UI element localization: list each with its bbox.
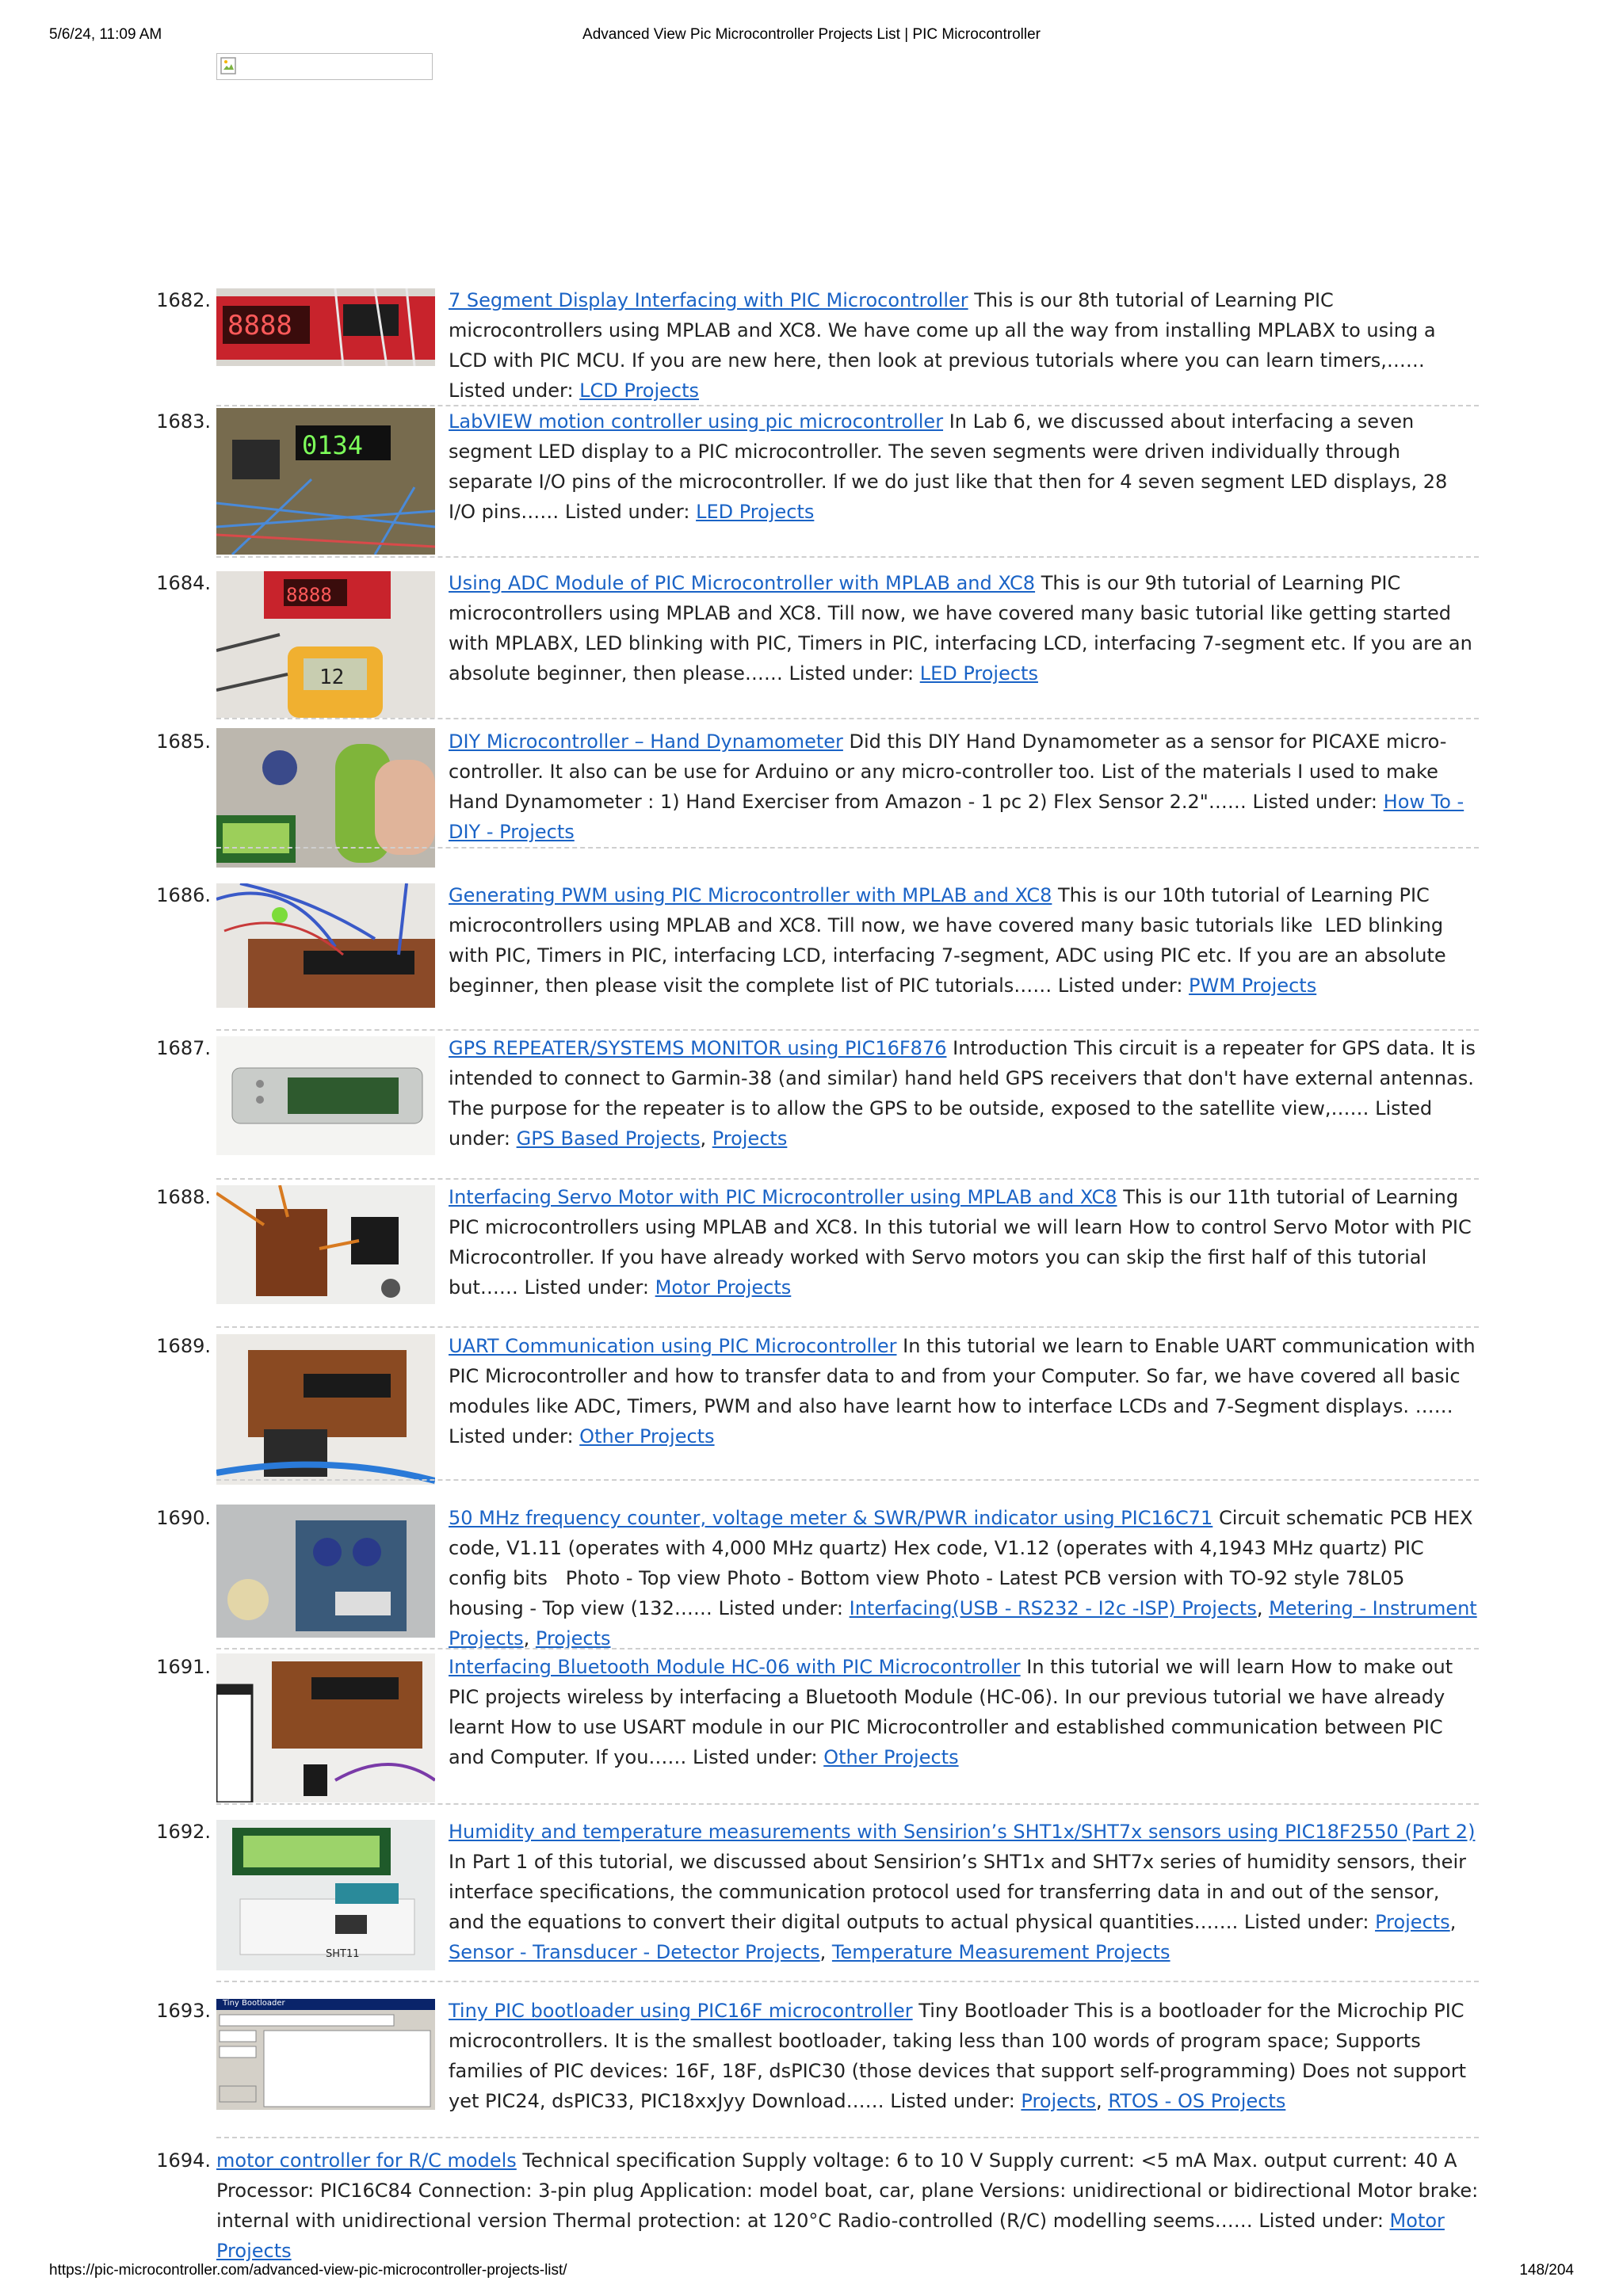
thumbnail-caption: SHT11 <box>326 1948 360 1960</box>
item-description: Did this DIY Hand Dynamometer as a sensor for PICAXE micro-controller. It also can be use for Arduino or any micro-controller too. List of the materials I used to make Hand Dynamometer : 1) Hand Exerciser from Amazon - 1 pc 2) Flex Sensor 2.2"…… Listed under: <box>449 730 1447 813</box>
category-link[interactable]: How To - DIY - Projects <box>449 791 1465 843</box>
project-thumbnail[interactable] <box>216 883 435 1008</box>
page-number: 148/204 <box>1519 2262 1574 2279</box>
project-thumbnail[interactable] <box>216 1999 435 2110</box>
separator <box>216 1648 1479 1650</box>
item-description: In Lab 6, we discussed about interfacing a seven segment LED display to a PIC microcontroller. The seven segments were driven individually through separate I/O pins of the microcontroller. If we do just like that then for 4 seven segment LED displays, 28 I/O pins…… Listed under: <box>449 410 1448 523</box>
item-number: 1683. <box>156 410 211 433</box>
project-link[interactable]: 50 MHz frequency counter, voltage meter & SWR/PWR indicator using PIC16C71 <box>449 1507 1213 1529</box>
item-number: 1692. <box>156 1821 211 1843</box>
item-number: 1686. <box>156 884 211 906</box>
svg-text:12: 12 <box>319 666 345 689</box>
item-description: This is our 8th tutorial of Learning PIC microcontrollers using MPLAB and XC8. We have come up all the way from installing MPLABX to using a LCD with PIC MCU. If you are new here, then look at previous tutorials where you can learn timers,…… Listed under: <box>449 289 1436 402</box>
separator <box>216 1178 1479 1180</box>
item-description: Technical specification Supply voltage: 6 to 10 V Supply current: <5 mA Max. output current: 40 A Processor: PIC16C84 Connection: 3-pin plug Application: model boat, car, plane Versions: unidirectional or bidirectional Motor brake: internal with unidirectional version Thermal protection: at 120°C Radio-controlled (R/C) modelling seems…… Listed under: <box>216 2149 1479 2232</box>
item-number: 1685. <box>156 730 211 753</box>
project-link[interactable]: UART Communication using PIC Microcontroller <box>449 1335 897 1357</box>
item-text: Humidity and temperature measurements with Sensirion’s SHT1x/SHT7x sensors using PIC18F2550 (Part 2) In Part 1 of this tutorial, we discussed about Sensirion’s SHT1x and SHT7x series of humidity sensors, their interface specifications, the communication protocol used for transferring data in and out of the sensor, and the equations to convert their digital outputs to actual physical quantities……. Listed under: Projects, Sensor - Transducer - Detector Projects, Temperature Measurement Projects <box>449 1821 1476 1963</box>
item-text <box>449 1182 1479 1302</box>
category-link[interactable]: LCD Projects <box>579 379 700 402</box>
item-number: 1684. <box>156 572 211 594</box>
item-description: This is our 10th tutorial of Learning PIC microcontrollers using MPLAB and XC8. Till now, we have covered many basic tutorials like LED blinking with PIC, Timers in PIC, interfacing LCD, interfacing 7-segment, ADC using PIC etc. If you are an absolute beginner, then please visit the complete list of PIC tutorials…… Listed under: <box>449 884 1446 997</box>
item-description: In this tutorial we will learn How to make out PIC projects wireless by interfacing a Bluetooth Module (HC-06). In our previous tutorial we have already learnt How to use USART module in our PIC Microcontroller and established communication between PIC and Computer. If you…… Listed under: <box>449 1656 1453 1768</box>
item-description: Tiny Bootloader This is a bootloader for the Microchip PIC microcontrollers. It is the smallest bootloader, taking less than 100 words of program space; Supports families of PIC devices: 16F, 18F, dsPIC30 (those devices that support self-programming) Does not support yet PIC24, dsPIC33, PIC18xxJyy Download…… Listed under: <box>449 2000 1467 2112</box>
item-description: In this tutorial we learn to Enable UART communication with PIC Microcontroller and how to transfer data to and from your Computer. So far, we have covered all basic modules like ADC, Timers, PWM and also have learnt how to interface LCDs and 7-Segment displays. …… Listed under: <box>449 1335 1476 1447</box>
item-number: 1691. <box>156 1656 211 1678</box>
item-description: This is our 11th tutorial of Learning PIC microcontrollers using MPLAB and XC8. In this tutorial we will learn How to control Servo Motor with PIC Microcontroller. If you have already worked with Servo motors you can skip the first half of this tutorial but…… Listed under: <box>449 1186 1472 1299</box>
category-link[interactable]: GPS Based Projects <box>516 1127 701 1150</box>
item-number: 1688. <box>156 1186 211 1208</box>
print-footer <box>49 2262 1574 2284</box>
category-link[interactable]: Metering - Instrument Projects <box>449 1597 1477 1650</box>
category-link[interactable]: Temperature Measurement Projects <box>831 1941 1170 1963</box>
separator <box>216 2137 1479 2138</box>
thumbnail-caption: Tiny Bootloader <box>223 1999 285 2008</box>
item-description: This is our 9th tutorial of Learning PIC microcontrollers using MPLAB and XC8. Till now, we have covered many basic tutorial like getting started with MPLABX, LED blinking with PIC, Timers in PIC, interfacing LCD, interfacing 7-segment etc. If you are an absolute beginner, then please…… Listed under: <box>449 572 1472 685</box>
separator <box>216 847 1479 849</box>
item-text: Tiny PIC bootloader using PIC16F microcontroller Tiny Bootloader This is a bootloader for the Microchip PIC microcontrollers. It is the smallest bootloader, taking less than 100 words of program space; Supports families of PIC devices: 16F, 18F, dsPIC30 (those devices that support self-programming) Does not support yet PIC24, dsPIC33, PIC18xxJyy Download…… Listed under: Projects, RTOS - OS Projects <box>449 2000 1467 2112</box>
project-thumbnail[interactable] <box>216 1505 435 1638</box>
item-text <box>216 2145 1479 2266</box>
category-link[interactable]: Motor Projects <box>655 1276 792 1299</box>
category-link[interactable]: LED Projects <box>919 662 1038 685</box>
project-thumbnail[interactable] <box>216 288 435 366</box>
item-text: GPS REPEATER/SYSTEMS MONITOR using PIC16F876 Introduction This circuit is a repeater for GPS data. It is intended to connect to Garmin-38 (and similar) hand held GPS receivers that don't have external antennas. The purpose for the repeater is to allow the GPS to be outside, exposed to the satellite view,…… Listed under: GPS Based Projects, Projects <box>449 1037 1476 1150</box>
separator <box>216 1981 1479 1982</box>
category-link[interactable]: Other Projects <box>579 1425 715 1447</box>
item-text <box>449 568 1479 688</box>
project-link[interactable]: Using ADC Module of PIC Microcontroller with MPLAB and XC8 <box>449 572 1036 594</box>
project-link[interactable]: LabVIEW motion controller using pic microcontroller <box>449 410 944 433</box>
item-number: 1693. <box>156 2000 211 2022</box>
project-thumbnail[interactable] <box>216 1185 435 1304</box>
category-link[interactable]: Projects <box>1375 1911 1450 1933</box>
item-text <box>449 406 1479 527</box>
project-thumbnail[interactable] <box>216 408 435 555</box>
category-link[interactable]: Other Projects <box>823 1746 959 1768</box>
project-link[interactable]: Generating PWM using PIC Microcontroller with MPLAB and XC8 <box>449 884 1052 906</box>
project-link[interactable]: GPS REPEATER/SYSTEMS MONITOR using PIC16F876 <box>449 1037 947 1059</box>
project-link[interactable]: motor controller for R/C models <box>216 2149 517 2172</box>
project-thumbnail[interactable] <box>216 1820 435 1970</box>
item-text <box>449 1652 1479 1772</box>
svg-text:8888: 8888 <box>286 584 332 606</box>
project-link[interactable]: DIY Microcontroller – Hand Dynamometer <box>449 730 843 753</box>
print-header <box>49 26 1574 48</box>
item-number: 1682. <box>156 289 211 311</box>
item-text <box>449 727 1479 847</box>
svg-text:8888: 8888 <box>227 310 292 341</box>
item-number: 1690. <box>156 1507 211 1529</box>
separator <box>216 718 1479 719</box>
project-link[interactable]: Tiny PIC bootloader using PIC16F microcontroller <box>449 2000 913 2022</box>
category-link[interactable]: Sensor - Transducer - Detector Projects <box>449 1941 820 1963</box>
category-link[interactable]: Projects <box>712 1127 788 1150</box>
category-link[interactable]: PWM Projects <box>1189 974 1317 997</box>
project-link[interactable]: 7 Segment Display Interfacing with PIC Microcontroller <box>449 289 968 311</box>
category-link[interactable]: LED Projects <box>696 501 815 523</box>
category-link[interactable]: Interfacing(USB - RS232 - I2c -ISP) Projects <box>849 1597 1257 1619</box>
project-thumbnail[interactable] <box>216 571 435 718</box>
separator <box>216 1479 1479 1481</box>
item-number: 1689. <box>156 1335 211 1357</box>
category-link[interactable]: Projects <box>1021 2090 1097 2112</box>
project-thumbnail[interactable] <box>216 1334 435 1485</box>
separator <box>216 1326 1479 1328</box>
project-link[interactable]: Humidity and temperature measurements with Sensirion’s SHT1x/SHT7x sensors using PIC18F2550 (Part 2) <box>449 1821 1476 1843</box>
item-description: Introduction This circuit is a repeater for GPS data. It is intended to connect to Garmin-38 (and similar) hand held GPS receivers that don't have external antennas. The purpose for the repeater is to allow the GPS to be outside, exposed to the satellite view,…… Listed under: <box>449 1037 1476 1150</box>
broken-image-icon <box>219 55 239 76</box>
print-title: Advanced View Pic Microcontroller Projects List | PIC Microcontroller <box>582 26 1041 43</box>
separator <box>216 556 1479 558</box>
item-description: Circuit schematic PCB HEX code, V1.11 (operates with 4,000 MHz quartz) Hex code, V1.12 (operates with 4,1943 MHz quartz) PIC config bits Photo - Top view Photo - Bottom view Photo - Latest PCB version with TO-92 style 78L05 housing - Top view (132…… Listed under: <box>449 1507 1473 1619</box>
item-description: In Part 1 of this tutorial, we discussed about Sensirion’s SHT1x and SHT7x series of humidity sensors, their interface specifications, the communication protocol used for transferring data in and out of the sensor, and the equations to convert their digital outputs to actual physical quantities……. Listed under: <box>449 1851 1466 1933</box>
svg-text:0134: 0134 <box>302 430 364 460</box>
item-text <box>449 1331 1479 1451</box>
project-link[interactable]: Interfacing Bluetooth Module HC-06 with PIC Microcontroller <box>449 1656 1021 1678</box>
separator <box>216 1029 1479 1031</box>
project-thumbnail[interactable] <box>216 1036 435 1155</box>
print-url: https://pic-microcontroller.com/advanced-view-pic-microcontroller-projects-list/ <box>49 2262 567 2279</box>
print-date: 5/6/24, 11:09 AM <box>49 26 162 43</box>
item-text <box>449 880 1479 1001</box>
category-link[interactable]: RTOS - OS Projects <box>1108 2090 1286 2112</box>
separator <box>216 1803 1479 1805</box>
category-link[interactable]: Projects <box>535 1627 611 1650</box>
project-link[interactable]: Interfacing Servo Motor with PIC Microcontroller using MPLAB and XC8 <box>449 1186 1117 1208</box>
project-thumbnail[interactable] <box>216 1653 435 1802</box>
item-number: 1687. <box>156 1037 211 1059</box>
site-logo[interactable] <box>216 53 433 80</box>
item-number: 1694. <box>156 2149 211 2172</box>
category-link[interactable]: Motor Projects <box>216 2210 1445 2262</box>
item-text: 50 MHz frequency counter, voltage meter & SWR/PWR indicator using PIC16C71 Circuit schematic PCB HEX code, V1.11 (operates with 4,000 MHz quartz) Hex code, V1.12 (operates with 4,1943 MHz quartz) PIC config bits Photo - Top view Photo - Bottom view Photo - Latest PCB version with TO-92 style 78L05 housing - Top view (132…… Listed under: Interfacing(USB - RS232 - I2c -ISP) Projects, Metering - Instrument Projects, Projects <box>449 1507 1477 1650</box>
item-text <box>449 285 1479 406</box>
